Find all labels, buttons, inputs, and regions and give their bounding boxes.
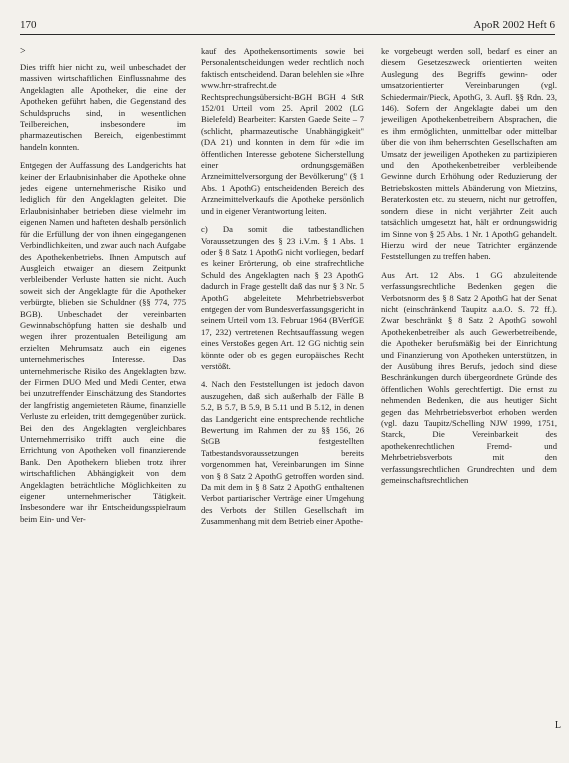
journal-issue: ApoR 2002 Heft 6 [473,19,555,31]
text-column-1 [20,46,186,754]
margin-mark: L [554,720,561,731]
paragraph: Dies trifft hier nicht zu, weil unbeschadet der massiven wirtschaftlichen Einflussnahme des Angeklagten alle Apotheker, die eine der Apotheken geführt haben, die Gegenstand des Schuldspruchs sind, in wesentlichen Teilbereichen, insbesondere im pharmazeutischen Bereich, eigenbestimmt handeln konnten. [20,62,186,152]
paragraph: 4. Nach den Feststellungen ist jedoch davon auszugehen, daß sich außerhalb der Fälle B 5.2, B 5.7, B 5.9, B 5.11 und B 5.12, in denen das Landgericht eine entsprechende rechtliche Bewertung im Rahmen der zu §§ 156, 26 StGB festgestellten Tatbestandsvoraussetzungen bereits vorgenommen hat, Vereinbarungen im Sinne von § 8 Satz 2 ApothG getroffen worden sind. Da mit dem in § 8 Satz 2 ApothG enthaltenen Verbot partiarischer Verträge einer Umgehung des Verbots der Stillen Gesellschaft im Zusammenhang mit dem Betrieb einer Apothe- [201,379,364,527]
paragraph: kauf des Apothekensortiments sowie bei Personalentscheidungen weder rechtlich noch faktisch entscheidend. Daran belehlen sie »Ihre www.hrr-strafrecht.de Rechtsprechungsübersicht-BGH BGH 4 StR 152/01 Urteil vom 25. April 2002 (LG Bielefeld) Bearbeiter: Karsten Gaede Seite – 7 (schlicht, pharmazeutische Unabhängigkeit" (DA 21) und konnten in dem für »die im öffentlichen Interesse gebotene Sicherstellung einer ordnungsgemäßen Arzneimittelversorgung der Bevölkerung" (§ 1 Abs. 1 ApothG) entscheidenden Bereich des Arzneimittelverkaufs die Apotheke persönlich und in eigener Verantwortung leiten. [201,46,364,216]
paragraph: c) Da somit die tatbestandlichen Voraussetzungen des § 23 i.V.m. § 1 Abs. 1 oder § 8 Satz 1 ApothG nicht vorliegen, bedarf es keiner Erörterung, ob eine strafrechtliche Schuld des Angeklagten nach § 23 ApothG dadurch in Frage gestellt daß das nur § 3 Nr. 5 ApothG abgeleitete Mehrbetriebsverbot entgegen der vom Bundesverfassungsgericht in seinem Urteil vom 13. Februar 1964 (BVerfGE 17, 232) vertretenen Rechtsauffassung wegen eines Verstoßes gegen Art. 12 GG nichtig sein könnte oder ob es gegen europäisches Recht verstößt. [201,224,364,371]
header-rule [20,34,555,35]
text-column-2 [201,46,364,754]
page-header [20,18,555,34]
paragraph: ke vorgebeugt werden soll, bedarf es einer an diesem Gesetzeszweck orientierten weiten Auslegung des Begriffs gewinn- oder umsatzorientierter Vereinbarungen (vgl. Schiedermair/Pieck, ApothG, 3. Aufl. §§ Rdn. 23, 146). Sofern der Angeklagte dabei um den jeweiligen Apothekenbetreibern Absprachen, die es ihm ermöglichten, unmittelbar oder mittelbar über die von ihm beherrschten Gesellschaften am Umsatz der jeweiligen Apotheken zu partizipieren und den Apothekenbetreiber verbleibende Gewinne durch Erhöhung oder Reduzierung der Betriebskosten mittels Abänderung von Mietzins, Beraterkosten etc. zu steuern, nicht nur getroffen, sondern diese in nicht verjährter Zeit auch tatsächlich umgesetzt hat, hält er ordnungswidrig im Sinne von § 25 Abs. 1 Nr. 1 ApothG gehandelt. Hierzu wird der neue Tatrichter ergänzende Feststellungen zu treffen haben. [381,46,557,262]
paragraph: Entgegen der Auffassung des Landgerichts hat keiner der Erlaubnisinhaber die Apotheke ohne jedes eigene unternehmerische Risiko und lediglich für den Angeklagten geleitet. Die Erlaubnisinhaber betrieben diese vielmehr im eigenen Namen und hafteten deshalb persönlich für die Erfüllung der von ihnen eingegangenen Verbindlichkeiten, und zwar auch nach Aufgabe des Apothekenbetriebs. Ihnen Amputsch auf Ausgleich etwaiger an diesem Zeitpunkt verbleibender Verluste hatten sie nicht. Auch soweit sich der Angeklagte für die Apotheker verbürgte, blieben sie Schuldner (§§ 774, 775 BGB). Unbeschadet der vereinbarten Gewinnabschöpfung hatten sie deshalb und wegen ihrer prozentualen Beteiligung am erzielten Mehrumsatz auch ein eigenes unternehmerisches Interesse. Das unternehmerische Risiko des Angeklagten bzw. der Firmen DUO Med und Medi Center, etwa bei unzutreffender Einschätzung des Standortes der langfristig angemieteten Räume, finanzielle Verluste zu erleiden, tritt demgegenüber zurück. Bei den des Angeklagten vergleichbares Unternehmerrisiko trifft auch eine die Errichtung von Apotheken voll finanzierende Bank. Den Apothekern blieben trotz ihrer wirtschaftlichen Abhängigkeit von dem Angeklagten beträchtliche Möglichkeiten zu eigener unternehmerischer Tätigkeit. Insbesondere war ihr Entscheidungsspielraum beim Ein- und Ver- [20,160,186,524]
paragraph: Aus Art. 12 Abs. 1 GG abzuleitende verfassungsrechtliche Bedenken gegen die Verbotsnorm des § 8 Satz 2 ApothG hat der Senat nicht (einschränkend Taupitz a.a.O. S. 72 ff.). Zwar beschränkt § 8 Satz 2 ApothG sowohl Apothekenbetreiber als auch Gewerbetreibende, die Apotheker berufsmäßig bei der Einrichtung und Finanzierung von Apotheken unterstützen, in der Ausübung ihres Berufs, jedoch sind diese Beschränkungen durch übergeordnete Gründe des öffentlichen Wohls gerechtfertigt. Die ernst zu nehmenden Bedenken, die aus heutiger Sicht gegen das Mehrbetriebsverbot erhoben werden (vgl. dazu Taupitz/Schelling NJW 1999, 1751, Starck, Die Vereinbarkeit des apothekenrechtlichen Fremd- und Mehrbetriebsverbots mit den verfassungsrechtlichen Grundrechten und dem gemeinschaftsrechtlichen [381,269,557,486]
text-column-3 [381,46,557,754]
page-number: 170 [20,19,37,31]
section-marker: > [20,46,26,57]
